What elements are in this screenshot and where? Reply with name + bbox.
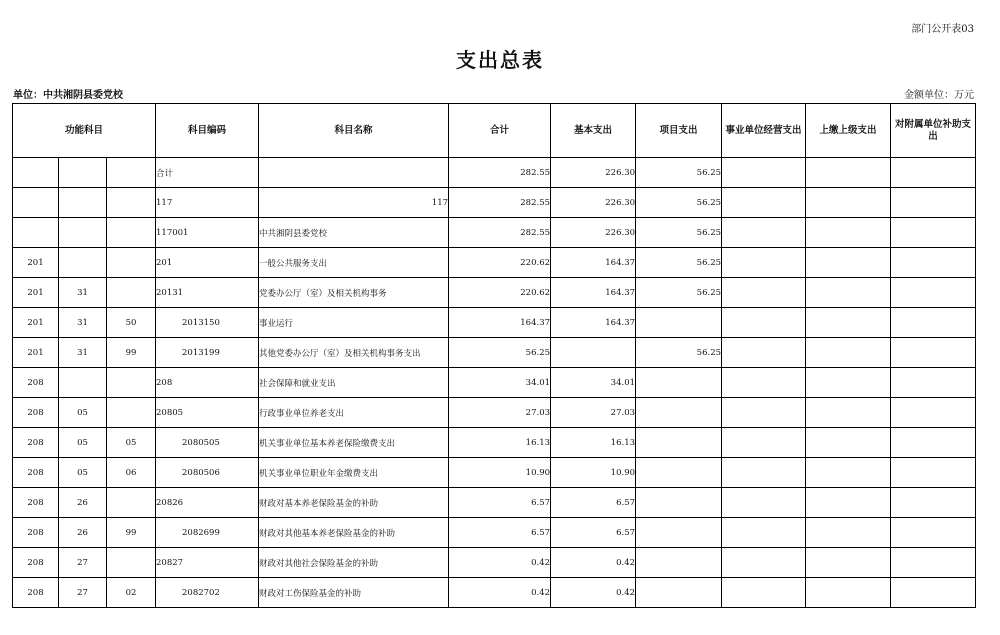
project-cell (636, 398, 722, 428)
upper-cell (806, 488, 891, 518)
subject-code-cell: 2013199 (156, 338, 259, 368)
func-section-cell: 31 (59, 338, 107, 368)
table-row (13, 188, 976, 218)
subject-name-cell: 财政对工伤保险基金的补助 (259, 578, 449, 608)
subject-code-cell: 20131 (156, 278, 259, 308)
func-class-cell: 208 (13, 548, 59, 578)
total-cell: 34.01 (449, 368, 551, 398)
subject-name-cell (259, 158, 449, 188)
table-row (13, 488, 976, 518)
total-cell: 282.55 (449, 158, 551, 188)
subsidy-cell (891, 338, 976, 368)
header-business: 事业单位经营支出 (722, 104, 806, 158)
upper-cell (806, 308, 891, 338)
subject-code-cell: 2080506 (156, 458, 259, 488)
func-item-cell: 50 (107, 308, 156, 338)
total-cell: 220.62 (449, 248, 551, 278)
project-cell (636, 548, 722, 578)
upper-cell (806, 248, 891, 278)
func-class-cell: 208 (13, 428, 59, 458)
subject-name-cell: 其他党委办公厅（室）及相关机构事务支出 (259, 338, 449, 368)
table-row (13, 578, 976, 608)
business-cell (722, 218, 806, 248)
subsidy-cell (891, 158, 976, 188)
table-row (13, 338, 976, 368)
func-item-cell (107, 158, 156, 188)
func-section-cell (59, 158, 107, 188)
subject-code-cell: 2080505 (156, 428, 259, 458)
upper-cell (806, 218, 891, 248)
func-section-cell (59, 368, 107, 398)
project-cell (636, 488, 722, 518)
project-cell: 56.25 (636, 338, 722, 368)
project-cell: 56.25 (636, 218, 722, 248)
header-row (13, 104, 976, 158)
func-class-cell: 201 (13, 308, 59, 338)
subject-name-cell: 事业运行 (259, 308, 449, 338)
subsidy-cell (891, 518, 976, 548)
total-cell: 10.90 (449, 458, 551, 488)
project-cell: 56.25 (636, 278, 722, 308)
upper-cell (806, 458, 891, 488)
table-row (13, 158, 976, 188)
upper-cell (806, 518, 891, 548)
business-cell (722, 578, 806, 608)
header-subject-code: 科目编码 (156, 104, 259, 158)
func-section-cell: 26 (59, 518, 107, 548)
total-cell: 27.03 (449, 398, 551, 428)
subsidy-cell (891, 428, 976, 458)
table-row (13, 428, 976, 458)
table-row (13, 248, 976, 278)
project-cell (636, 308, 722, 338)
total-cell: 282.55 (449, 188, 551, 218)
subject-code-cell: 2082702 (156, 578, 259, 608)
table-row (13, 218, 976, 248)
basic-cell: 10.90 (551, 458, 636, 488)
basic-cell: 6.57 (551, 488, 636, 518)
total-cell: 164.37 (449, 308, 551, 338)
func-item-cell (107, 248, 156, 278)
func-item-cell: 99 (107, 338, 156, 368)
func-class-cell: 208 (13, 398, 59, 428)
func-item-cell (107, 218, 156, 248)
upper-cell (806, 578, 891, 608)
subject-name-cell: 财政对其他基本养老保险基金的补助 (259, 518, 449, 548)
func-class-cell (13, 218, 59, 248)
func-section-cell: 31 (59, 308, 107, 338)
subject-code-cell: 合计 (156, 158, 259, 188)
header-project: 项目支出 (636, 104, 722, 158)
business-cell (722, 398, 806, 428)
subsidy-cell (891, 488, 976, 518)
basic-cell: 226.30 (551, 218, 636, 248)
func-item-cell (107, 278, 156, 308)
upper-cell (806, 338, 891, 368)
business-cell (722, 338, 806, 368)
func-item-cell (107, 398, 156, 428)
func-class-cell: 201 (13, 278, 59, 308)
table-row (13, 368, 976, 398)
func-class-cell (13, 158, 59, 188)
func-section-cell: 05 (59, 428, 107, 458)
project-cell (636, 458, 722, 488)
subsidy-cell (891, 398, 976, 428)
basic-cell: 0.42 (551, 548, 636, 578)
subsidy-cell (891, 308, 976, 338)
total-cell: 56.25 (449, 338, 551, 368)
business-cell (722, 188, 806, 218)
subject-name-cell: 中共湘阴县委党校 (259, 218, 449, 248)
subject-code-cell: 117001 (156, 218, 259, 248)
func-section-cell: 05 (59, 398, 107, 428)
subsidy-cell (891, 248, 976, 278)
func-section-cell: 26 (59, 488, 107, 518)
header-function-subject: 功能科目 (13, 104, 156, 158)
subject-name-cell: 财政对其他社会保险基金的补助 (259, 548, 449, 578)
subject-code-cell: 20826 (156, 488, 259, 518)
subsidy-cell (891, 188, 976, 218)
project-cell (636, 578, 722, 608)
basic-cell: 164.37 (551, 308, 636, 338)
func-item-cell: 99 (107, 518, 156, 548)
upper-cell (806, 158, 891, 188)
basic-cell: 164.37 (551, 248, 636, 278)
project-cell: 56.25 (636, 248, 722, 278)
business-cell (722, 158, 806, 188)
subject-name-cell: 117 (259, 188, 449, 218)
table-row (13, 548, 976, 578)
project-cell: 56.25 (636, 188, 722, 218)
func-class-cell: 208 (13, 458, 59, 488)
business-cell (722, 248, 806, 278)
project-cell: 56.25 (636, 158, 722, 188)
subject-code-cell: 117 (156, 188, 259, 218)
upper-cell (806, 548, 891, 578)
subsidy-cell (891, 458, 976, 488)
total-cell: 0.42 (449, 578, 551, 608)
business-cell (722, 518, 806, 548)
form-number: 部门公开表03 (911, 24, 974, 35)
func-class-cell: 201 (13, 338, 59, 368)
func-item-cell: 05 (107, 428, 156, 458)
upper-cell (806, 188, 891, 218)
subsidy-cell (891, 218, 976, 248)
total-cell: 220.62 (449, 278, 551, 308)
subject-code-cell: 208 (156, 368, 259, 398)
upper-cell (806, 278, 891, 308)
table-row (13, 308, 976, 338)
subject-name-cell: 财政对基本养老保险基金的补助 (259, 488, 449, 518)
func-class-cell: 208 (13, 578, 59, 608)
func-section-cell (59, 188, 107, 218)
business-cell (722, 548, 806, 578)
func-item-cell (107, 488, 156, 518)
business-cell (722, 308, 806, 338)
total-cell: 16.13 (449, 428, 551, 458)
func-section-cell: 27 (59, 578, 107, 608)
func-class-cell (13, 188, 59, 218)
upper-cell (806, 368, 891, 398)
table-row (13, 518, 976, 548)
basic-cell: 6.57 (551, 518, 636, 548)
business-cell (722, 428, 806, 458)
business-cell (722, 488, 806, 518)
project-cell (636, 518, 722, 548)
business-cell (722, 458, 806, 488)
subject-name-cell: 机关事业单位职业年金缴费支出 (259, 458, 449, 488)
header-basic: 基本支出 (551, 104, 636, 158)
func-class-cell: 201 (13, 248, 59, 278)
total-cell: 282.55 (449, 218, 551, 248)
subsidy-cell (891, 548, 976, 578)
header-upper: 上缴上级支出 (806, 104, 891, 158)
subject-code-cell: 2013150 (156, 308, 259, 338)
subsidy-cell (891, 278, 976, 308)
expenditure-table (12, 103, 976, 608)
func-section-cell: 27 (59, 548, 107, 578)
basic-cell: 16.13 (551, 428, 636, 458)
subject-name-cell: 机关事业单位基本养老保险缴费支出 (259, 428, 449, 458)
page-title: 支出总表 (456, 48, 544, 72)
business-cell (722, 368, 806, 398)
unit-label: 单位：中共湘阴县委党校 (13, 90, 123, 101)
table-row (13, 278, 976, 308)
basic-cell: 164.37 (551, 278, 636, 308)
func-item-cell: 02 (107, 578, 156, 608)
subject-code-cell: 20827 (156, 548, 259, 578)
total-cell: 6.57 (449, 518, 551, 548)
func-class-cell: 208 (13, 488, 59, 518)
basic-cell: 27.03 (551, 398, 636, 428)
func-item-cell (107, 368, 156, 398)
subject-code-cell: 2082699 (156, 518, 259, 548)
table-row (13, 458, 976, 488)
subsidy-cell (891, 368, 976, 398)
subject-name-cell: 行政事业单位养老支出 (259, 398, 449, 428)
func-class-cell: 208 (13, 368, 59, 398)
basic-cell: 226.30 (551, 158, 636, 188)
table-row (13, 398, 976, 428)
basic-cell: 0.42 (551, 578, 636, 608)
subject-code-cell: 201 (156, 248, 259, 278)
basic-cell (551, 338, 636, 368)
subject-name-cell: 一般公共服务支出 (259, 248, 449, 278)
func-class-cell: 208 (13, 518, 59, 548)
func-section-cell (59, 248, 107, 278)
func-item-cell (107, 188, 156, 218)
func-item-cell: 06 (107, 458, 156, 488)
func-section-cell: 05 (59, 458, 107, 488)
business-cell (722, 278, 806, 308)
func-item-cell (107, 548, 156, 578)
func-section-cell (59, 218, 107, 248)
subject-name-cell: 社会保障和就业支出 (259, 368, 449, 398)
upper-cell (806, 398, 891, 428)
project-cell (636, 368, 722, 398)
subsidy-cell (891, 578, 976, 608)
total-cell: 6.57 (449, 488, 551, 518)
func-section-cell: 31 (59, 278, 107, 308)
upper-cell (806, 428, 891, 458)
subject-name-cell: 党委办公厅（室）及相关机构事务 (259, 278, 449, 308)
money-unit-label: 金额单位：万元 (904, 90, 974, 101)
project-cell (636, 428, 722, 458)
subject-code-cell: 20805 (156, 398, 259, 428)
header-subsidy: 对附属单位补助支出 (891, 104, 976, 158)
basic-cell: 226.30 (551, 188, 636, 218)
header-total: 合计 (449, 104, 551, 158)
basic-cell: 34.01 (551, 368, 636, 398)
header-subject-name: 科目名称 (259, 104, 449, 158)
total-cell: 0.42 (449, 548, 551, 578)
